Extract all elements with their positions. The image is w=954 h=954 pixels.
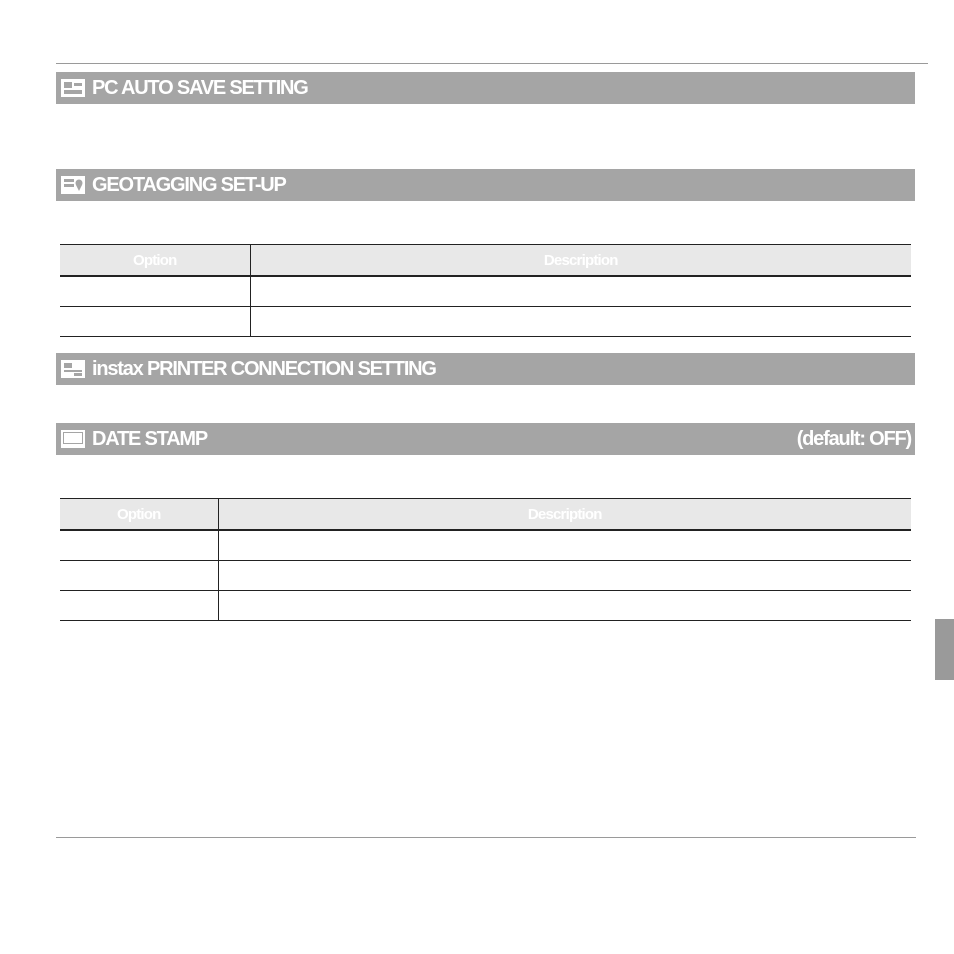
- option-cell: [60, 561, 218, 591]
- geotagging-options-table: [60, 244, 911, 337]
- geotagging-title: GEOTAGGING SET-UP: [92, 173, 286, 196]
- description-cell: [250, 307, 911, 337]
- description-cell: [218, 561, 911, 591]
- geotagging-icon: [60, 175, 86, 195]
- instax-printer-title: instax PRINTER CONNECTION SETTING: [92, 357, 436, 380]
- date-stamp-title: DATE STAMP: [92, 427, 208, 450]
- description-cell: [218, 530, 911, 561]
- table-header-row: [60, 245, 911, 277]
- table-row: [60, 307, 911, 337]
- option-cell: [60, 307, 250, 337]
- pc-auto-save-header: [56, 72, 915, 104]
- date-stamp-header: [56, 423, 915, 455]
- pc-auto-save-title: PC AUTO SAVE SETTING: [92, 76, 308, 99]
- side-tab: [935, 619, 954, 680]
- description-cell: [250, 276, 911, 307]
- geotagging-header: [56, 169, 915, 201]
- table-header-row: [60, 499, 911, 531]
- description-column-header: Description: [218, 499, 911, 531]
- table-row: [60, 530, 911, 561]
- date-stamp-default: (default: OFF): [796, 427, 911, 450]
- table-row: [60, 591, 911, 621]
- table-row: [60, 561, 911, 591]
- option-cell: [60, 530, 218, 561]
- option-column-header: Option: [60, 499, 218, 531]
- option-cell: [60, 591, 218, 621]
- date-stamp-options-table: [60, 498, 911, 621]
- bottom-rule: [56, 837, 916, 838]
- top-rule: [56, 63, 928, 64]
- printer-icon: [60, 359, 86, 379]
- description-cell: [218, 591, 911, 621]
- description-column-header: Description: [250, 245, 911, 277]
- date-stamp-icon: [60, 429, 86, 449]
- instax-printer-header: [56, 353, 915, 385]
- option-column-header: Option: [60, 245, 250, 277]
- pc-auto-save-icon: [60, 78, 86, 98]
- option-cell: [60, 276, 250, 307]
- table-row: [60, 276, 911, 307]
